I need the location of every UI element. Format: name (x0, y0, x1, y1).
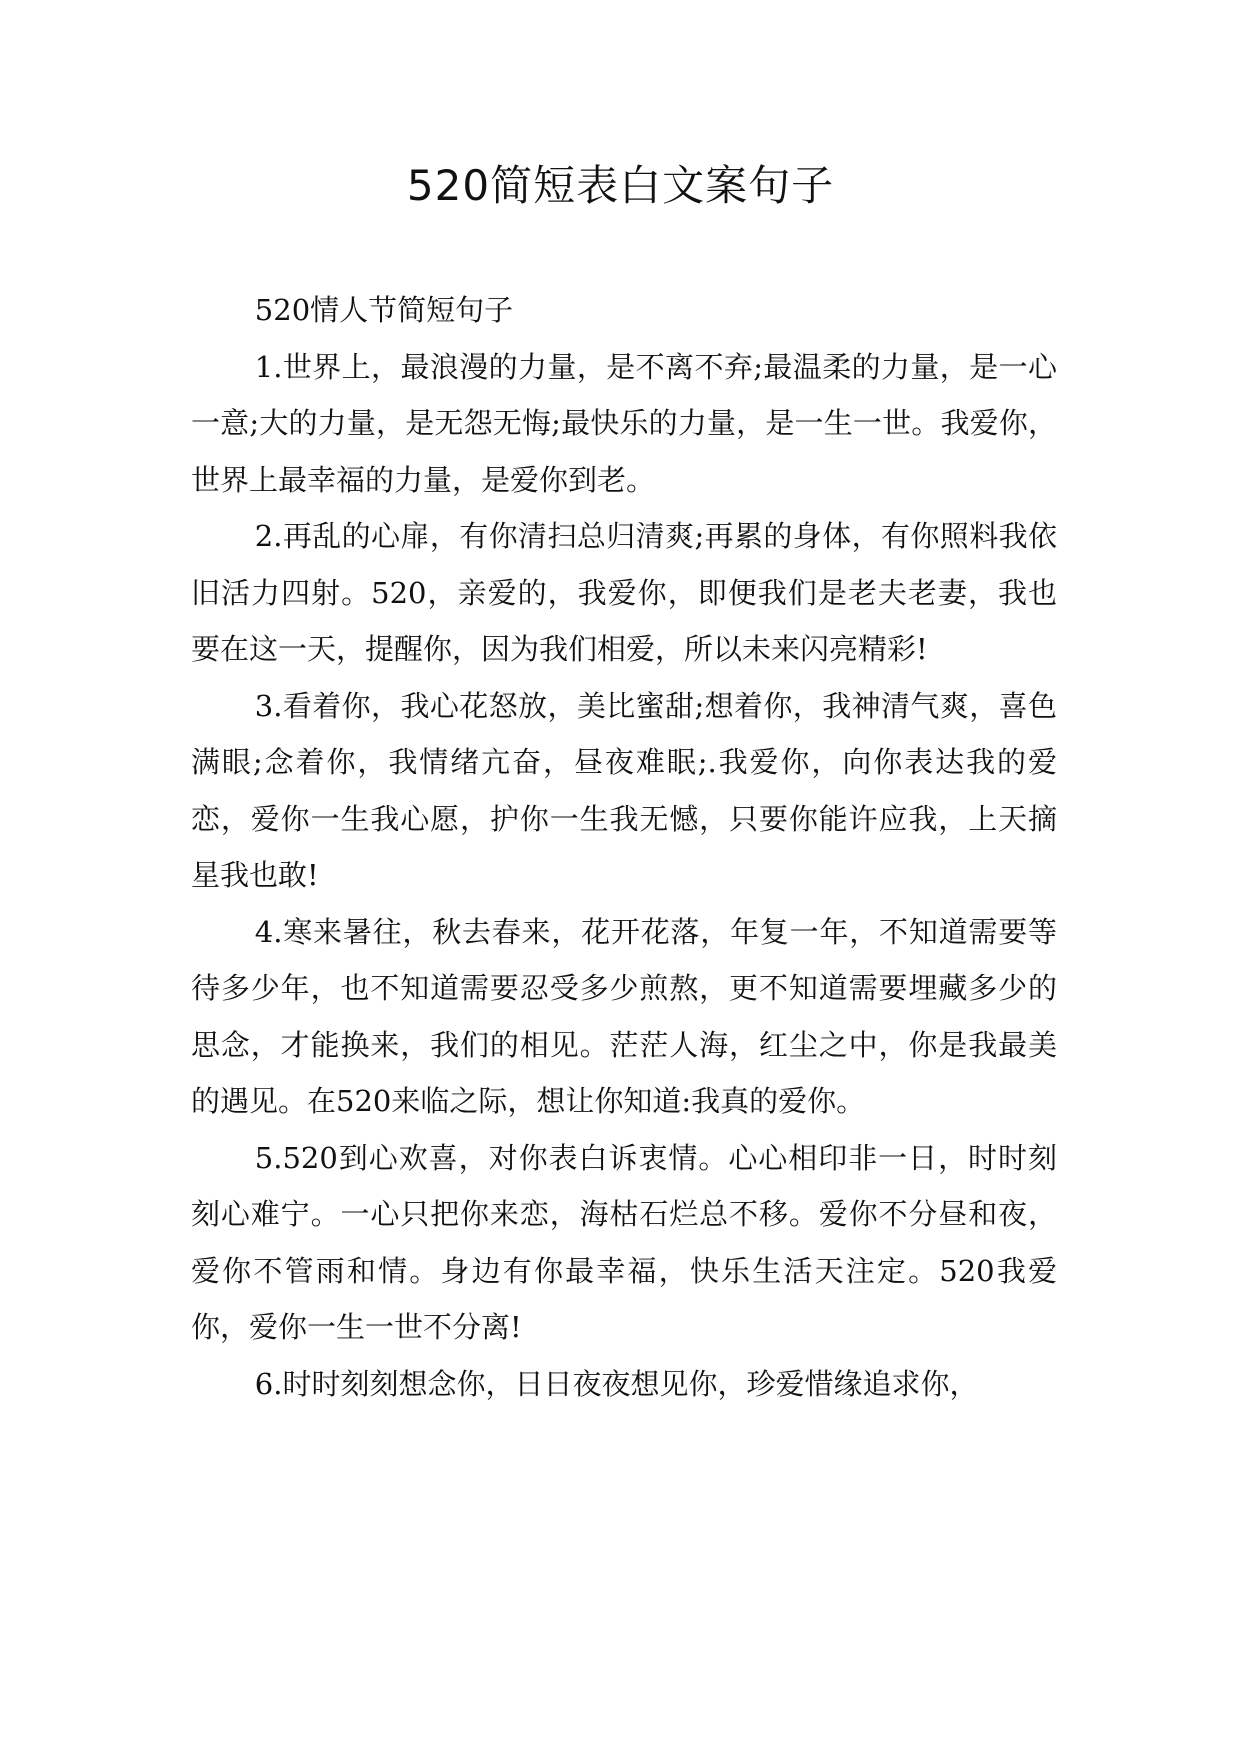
document-body (191, 282, 1057, 1412)
document-title: 520简短表白文案句子 (406, 161, 835, 210)
paragraph-4: 4.寒来暑往，秋去春来，花开花落，年复一年，不知道需要等待多少年，也不知道需要忍受多少煎熬，更不知道需要埋藏多少的思念，才能换来，我们的相见。茫茫人海，红尘之中，你是我最美的遇见。在520来临之际，想让你知道:我真的爱你。 (191, 914, 1057, 1118)
paragraph-5: 5.520到心欢喜，对你表白诉衷情。心心相印非一日，时时刻刻心难宁。一心只把你来恋，海枯石烂总不移。爱你不分昼和夜，爱你不管雨和情。身边有你最幸福，快乐生活天注定。520我爱你，爱你一生一世不分离! (191, 1140, 1057, 1344)
paragraph-1: 1.世界上，最浪漫的力量，是不离不弃;最温柔的力量，是一心一意;大的力量，是无怨无悔;最快乐的力量，是一生一世。我爱你，世界上最幸福的力量，是爱你到老。 (191, 349, 1057, 497)
paragraph-2: 2.再乱的心扉，有你清扫总归清爽;再累的身体，有你照料我依旧活力四射。520，亲爱的，我爱你，即便我们是老夫老妻，我也要在这一天，提醒你，因为我们相爱，所以未来闪亮精彩! (191, 519, 1057, 666)
paragraph-3: 3.看着你，我心花怒放，美比蜜甜;想着你，我神清气爽，喜色满眼;念着你，我情绪亢奋，昼夜难眠;.我爱你，向你表达我的爱恋，爱你一生我心愿，护你一生我无憾，只要你能许应我，上天摘星我也敢! (191, 688, 1057, 892)
paragraph-6: 6.时时刻刻想念你，日日夜夜想见你，珍爱惜缘追求你， (254, 1366, 979, 1401)
section-heading: 520情人节简短句子 (254, 293, 514, 327)
